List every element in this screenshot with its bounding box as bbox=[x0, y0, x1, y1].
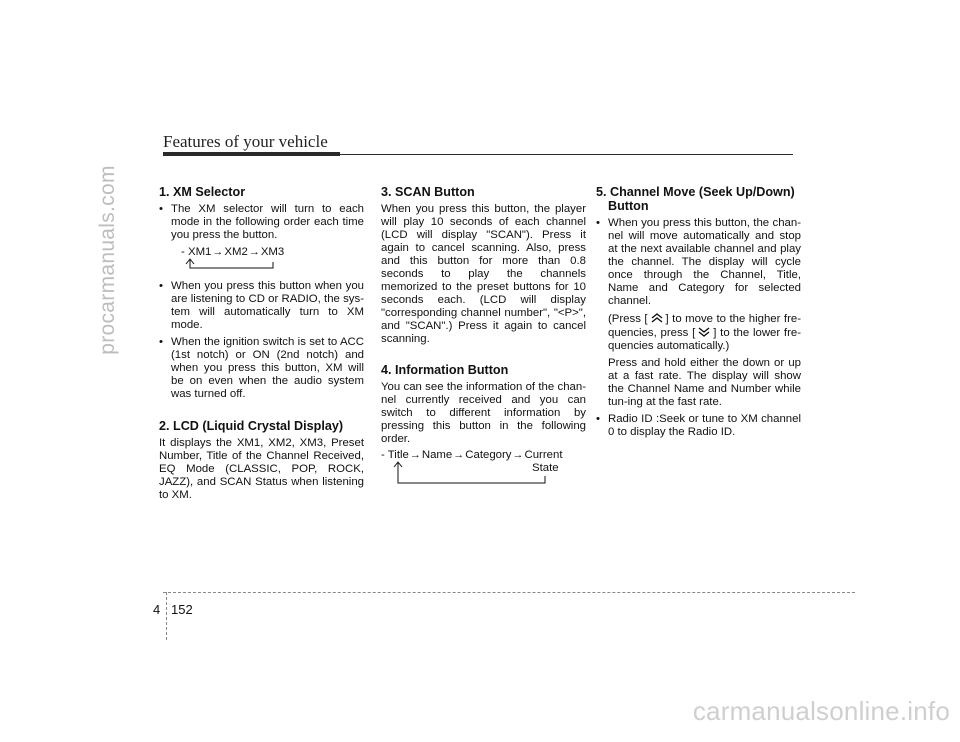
cycle-item-xm3: XM3 bbox=[260, 246, 285, 258]
cycle-item-xm2: XM2 bbox=[224, 246, 248, 258]
info-cycle-diagram bbox=[381, 449, 586, 485]
cycle-item-state: State bbox=[532, 462, 559, 474]
footer-divider bbox=[166, 592, 167, 640]
column-1 bbox=[159, 185, 364, 505]
return-loop-arrow-icon bbox=[381, 459, 551, 485]
column-2 bbox=[381, 185, 586, 485]
information-button-description: You can see the information of the chan-nel currently received and you can switch to different information by pressing this button in the following order. bbox=[381, 381, 586, 445]
side-watermark-text: procarmanuals.com bbox=[96, 165, 119, 355]
cycle-item-category: Category bbox=[465, 449, 512, 461]
cycle-arrow: → bbox=[248, 246, 260, 258]
seek-up-icon bbox=[650, 312, 664, 324]
section-title-channel-move-cont: Button bbox=[608, 199, 649, 213]
bullet-dot: • bbox=[596, 217, 600, 229]
xm-selector-order-text: The XM selector will turn to each mode in the following order each time you press the button. bbox=[171, 203, 364, 241]
cycle-item-xm1: XM1 bbox=[187, 246, 212, 258]
cycle-prefix: - bbox=[381, 449, 385, 461]
header-bar-thin bbox=[340, 154, 793, 155]
seek-press-instructions bbox=[596, 312, 801, 353]
bullet-dot: • bbox=[596, 413, 600, 425]
section-title-channel-move: 5. Channel Move (Seek Up/Down) bbox=[596, 185, 795, 199]
press-and-hold-text: Press and hold either the down or up at a fast rate. The display will show the Channel Name and Number while tun-ing at the fast rate. bbox=[608, 357, 801, 408]
list-item bbox=[596, 413, 801, 439]
ignition-acc-text: When the ignition switch is set to ACC (1st notch) or ON (2nd notch) and when you press this button, XM will be on even when the audio system was turned off. bbox=[171, 336, 364, 400]
list-item bbox=[159, 203, 364, 242]
section-title-xm-selector: 1. XM Selector bbox=[159, 185, 246, 199]
cycle-item-title: Title bbox=[387, 449, 409, 461]
cycle-arrow: → bbox=[453, 449, 465, 461]
cycle-prefix: - bbox=[181, 246, 185, 258]
cycle-item-name: Name bbox=[421, 449, 453, 461]
cycle-arrow: → bbox=[212, 246, 224, 258]
xm-cycle-diagram bbox=[181, 246, 364, 274]
header-bar-thick bbox=[163, 152, 340, 156]
section-title-scan-button: 3. SCAN Button bbox=[381, 185, 475, 199]
bullet-dot: • bbox=[159, 336, 163, 348]
section-title-lcd: 2. LCD (Liquid Crystal Display) bbox=[159, 419, 344, 433]
seek-down-icon bbox=[697, 326, 711, 338]
cycle-arrow: → bbox=[512, 449, 524, 461]
bottom-watermark: carmanualsonline.info bbox=[692, 696, 950, 726]
channel-move-description: When you press this button, the chan-nel will move automatically and stop at the next available channel and play the channel. The display will cycle once through the Channel, Title, Name and Category for selected channel. bbox=[608, 217, 801, 307]
list-item bbox=[159, 280, 364, 332]
seek-press-text: (Press [ bbox=[608, 313, 648, 325]
cycle-item-current: Current bbox=[524, 449, 563, 461]
return-loop-arrow-icon bbox=[181, 257, 281, 271]
list-item bbox=[596, 217, 801, 308]
scan-button-description: When you press this button, the player will play 10 seconds of each channel (LCD will display "SCAN"). Press it again to cancel scanning. Also, press and this button for more than 0.8 seconds to play the channels memorized to the preset buttons for 10 seconds each. (LCD will display "corresponding channel number", "<P>", and "SCAN".) Press it again to cancel scanning. bbox=[381, 203, 586, 345]
column-3 bbox=[596, 185, 801, 443]
seek-press-text: ] to the lower fre-quencies automatically.) bbox=[608, 327, 801, 352]
chapter-number: 4 bbox=[153, 602, 161, 617]
bullet-dot: • bbox=[159, 203, 163, 215]
page-header-title: Features of your vehicle bbox=[163, 132, 328, 151]
seek-press-text: ] to move to the higher fre-quencies, press [ bbox=[608, 313, 801, 339]
lcd-description: It displays the XM1, XM2, XM3, Preset Number, Title of the Channel Received, EQ Mode (CLASSIC, POP, ROCK, JAZZ), and SCAN Status when listening to XM. bbox=[159, 437, 364, 501]
cd-radio-switch-text: When you press this button when you are listening to CD or RADIO, the sys-tem will automatically turn to XM mode. bbox=[171, 280, 364, 331]
bullet-dot: • bbox=[159, 280, 163, 292]
list-item bbox=[159, 336, 364, 401]
footer-rule bbox=[163, 592, 855, 593]
radio-id-text: Radio ID :Seek or tune to XM channel 0 to display the Radio ID. bbox=[608, 413, 801, 438]
cycle-arrow: → bbox=[409, 449, 421, 461]
page-number: 152 bbox=[171, 602, 193, 617]
section-title-information-button: 4. Information Button bbox=[381, 363, 509, 377]
